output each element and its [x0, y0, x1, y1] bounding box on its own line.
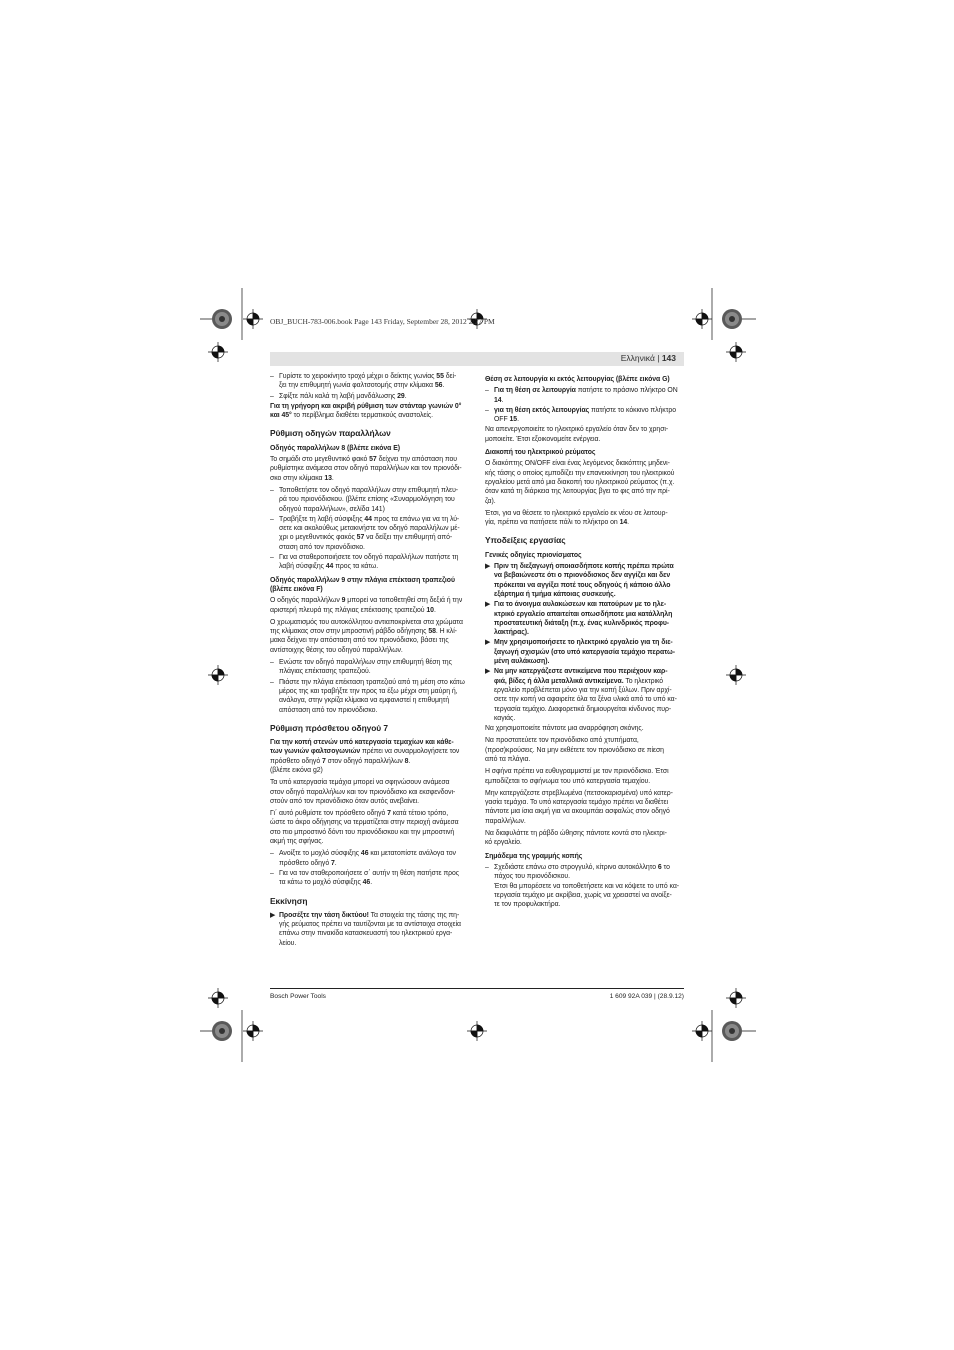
list-item-text: Για τη θέση σε λειτουργία πατήστε το πράσινο πλήκτρο ON 14.	[494, 387, 678, 404]
list-item	[485, 863, 682, 909]
dash-bullet: –	[485, 387, 489, 395]
list-item-text: Να μην κατεργάζεστε αντικείμενα που περιέχουν καρ- φιά, βίδες ή άλλα μεταλλικά αντικείμενα. Το ηλεκτρικό εργαλείο προβλέπεται μόνο για την κοπή ξύλων. Πριν αρχί- σετε την κοπή να αφαιρείτε όλα τα ξένα υλικά από το υπό κα- τεργασία τεμάχιο. Διαφορετικά δημιουργείται κίνδυνος πυρ- καγιάς.	[494, 668, 677, 722]
paragraph: Τα υπό κατεργασία τεμάχια μπορεί να σφηνώσουν ανάμεσα στον οδηγό παραλλήλων και τον πριονόδισκο και εκσφενδονι- στούν από τον πριονόδισκο όταν αυτός ανεβαίνει.	[270, 779, 456, 805]
list-item	[270, 515, 467, 552]
list-item-text: Τραβήξτε τη λαβή σύσφιξης 44 προς τα επάνω για να τη λύ- σετε και ακολούθως μετακινήστε τον οδηγό παραλλήλων μέ- χρι ο μεγεθυντικός φακός 57 να δείξει την επιθυμητή από- σταση από τον πριονόδισκο.	[279, 515, 460, 551]
paragraph: Να απενεργοποιείτε το ηλεκτρικό εργαλείο όταν δεν το χρησι- μοποιείτε. Έτσι εξοικονομείτε ενέργεια.	[485, 426, 669, 443]
list-item-text: Σχεδιάστε επάνω στο στρογγυλό, κίτρινο αυτοκόλλητο 6 το πάχος του πριονόδισκου. Έτσι θα μπορέσετε να τοποθετήσετε και να κόψετε το υπό κα- τεργασία τεμάχιο με ακρίβεια, χωρίς να χρειαστεί να ανοίξε- τε τον προφυλακτήρα.	[494, 863, 680, 909]
list-item-text: Πριν τη διεξαγωγή οποιασδήποτε κοπής πρέπει πρώτα να βεβαιώνεστε ότι ο πριονόδισκος δεν αγγίζει και δεν πρόκειται να αγγίξει ποτέ τους οδηγούς ή κάποιο άλλο εξάρτημα ή τμήμα κάποιας συσκευής.	[494, 563, 674, 598]
file-slug: OBJ_BUCH-783-006.book Page 143 Friday, September 28, 2012 2:27 PM	[270, 317, 495, 326]
header-separator: |	[654, 353, 662, 363]
dash-bullet: –	[270, 850, 274, 858]
paragraph: Για την κοπή στενών υπό κατεργασία τεμαχίων και κάθε- των γωνιών φαλτσογωνιών πρέπει να συναρμολογήσετε τον πρόσθετο οδηγό 7 στον οδηγό παραλλήλων 8. (βλέπε εικόνα g2)	[270, 739, 460, 774]
triangle-bullet-icon: ▶	[485, 601, 491, 609]
list-item	[270, 392, 467, 401]
subsection-heading: Οδηγός παραλλήλων 9 στην πλάγια επέκταση τραπεζιού (βλέπε εικόνα F)	[270, 576, 455, 593]
paragraph: Ο διακόπτης ON/OFF είναι ένας λεγόμενος διακόπτης μηδενι- κής τάσης ο οποίος εμποδίζει την επανεκκίνηση του ηλεκτρικού εργαλείου μετά από μια διακοπή του ηλεκτρικού ρεύματος (π.χ. όταν κατά τη διάρκεια της λειτουργίας βγει το φις από την πρί- ζα).	[485, 460, 675, 505]
footer-docnumber: 1 609 92A 039 | (28.9.12)	[609, 993, 684, 1000]
list-item-text: Ενώστε τον οδηγό παραλλήλων στην επιθυμητή θέση της πλάγιας επέκτασης τραπεζιού.	[279, 659, 452, 676]
header-text	[621, 353, 676, 363]
triangle-bullet-icon: ▶	[485, 639, 491, 647]
dash-bullet: –	[485, 863, 489, 871]
warning-item	[270, 911, 467, 948]
paragraph: Το σημάδι στο μεγεθυντικό φακό 57 δείχνει την απόσταση που ρυθμίστηκε ανάμεσα στον οδηγό παραλλήλων και τον πριονόδι- σκο στην κλίμακα 13.	[270, 456, 462, 482]
dash-bullet: –	[270, 486, 274, 494]
dash-bullet: –	[270, 392, 274, 400]
dash-bullet: –	[485, 406, 489, 414]
subsection-heading: Οδηγός παραλλήλων 8 (βλέπε εικόνα E)	[270, 444, 401, 452]
triangle-bullet-icon: ▶	[270, 911, 276, 919]
dash-bullet: –	[270, 554, 274, 562]
list-item	[485, 386, 682, 405]
paragraph: Μην κατεργάζεστε στρεβλωμένα (πετσοκαρισμένα) υπό κατερ- γασία τεμάχια. Το υπό κατεργασία τεμάχιο πρέπει να διαθέτει πάντοτε μια ίσια ακμή για να ακουμπάει ασφαλώς στον οδηγό παραλλήλων.	[485, 789, 673, 825]
paragraph: Να χρησιμοποιείτε πάντοτε μια αναρρόφηση σκόνης.	[485, 725, 644, 733]
list-item-text: Ανοίξτε το μοχλό σύσφιξης 46 και μετατοπίστε ανάλογα τον πρόσθετο οδηγό 7.	[279, 850, 456, 867]
warning-item	[485, 638, 682, 666]
paragraph: Η σφήνα πρέπει να ευθυγραμμιστεί με τον πριονόδισκο. Έτσι εμποδίζεται το σφήνωμα του υπό κατεργασία τεμαχίου.	[485, 768, 669, 785]
list-item	[270, 658, 467, 677]
warning-item	[485, 562, 682, 599]
paragraph: Για τη γρήγορη και ακριβή ρύθμιση των στάνταρ γωνιών 0° και 45° το περίβλημα διαθέτει τερματικούς αναστολείς.	[270, 402, 462, 420]
subsection-heading: Σημάδεμα της γραμμής κοπής	[485, 852, 583, 860]
list-item-text: για τη θέση εκτός λειτουργίας πατήστε το κόκκινο πλήκτρο OFF 15.	[494, 406, 677, 424]
list-item	[270, 869, 467, 888]
list-item	[485, 406, 682, 425]
section-heading: Ρύθμιση οδηγών παραλλήλων	[270, 428, 391, 439]
paragraph: Ο χρωματισμός του αυτοκόλλητου αντιαποκρίνεται στα χρώματα της κλίμακας στον στην μπροστινή ράβδο οδήγησης 58. Η κλί- μακα δείχνει την απόσταση από τον πριονόδισκο, βάσει της αντίστοιχης θέσης του οδηγού παραλλήλων.	[270, 618, 463, 654]
list-item-text: Μην χρησιμοποιήσετε το ηλεκτρικό εργαλείο για τη διε- ξαγωγή σχισμών (στο υπό κατεργασία τεμάχιο περατω- μένη αυλάκωση).	[494, 639, 675, 666]
header-language: Ελληνικά	[620, 353, 655, 363]
right-column	[485, 371, 682, 910]
warning-item	[485, 667, 682, 723]
paragraph: Να διαφυλάττε τη ράβδο ώθησης πάντοτε κοντά στο ηλεκτρι- κό εργαλείο.	[485, 830, 667, 847]
paragraph: Γι΄ αυτό ρυθμίστε τον πρόσθετο οδηγό 7 κατά τέτοιο τρόπο, ώστε το άκρο οδήγησης να τερματίζεται στην περιοχή ανάμεσα στο πιο μπροστινό δόντι του πριονόδισκου και την μπροστινή ακμή της σφήνας.	[270, 810, 459, 846]
list-item-text: Για το άνοιγμα αυλακώσεων και πατούρων με το ηλε- κτρικό εργαλείο απαιτείται οπωσδήποτε μια κατάλληλη προστατευτική διάταξη (π.χ. ένας κυλινδρικός προφυ- λακτήρας).	[494, 601, 673, 637]
paragraph: Ο οδηγός παραλλήλων 9 μπορεί να τοποθετηθεί στη δεξιά ή την αριστερή πλευρά της πλάγιας επέκτασης τραπεζιού 10.	[270, 597, 463, 614]
section-heading: Υποδείξεις εργασίας	[485, 535, 566, 546]
list-item	[270, 372, 467, 391]
footer-brand: Bosch Power Tools	[270, 993, 326, 1000]
list-item-text: Για να τον σταθεροποιήσετε σ΄ αυτήν τη θέση πατήστε προς τα κάτω το μοχλό σύσφιξης 46.	[279, 869, 460, 887]
dash-bullet: –	[270, 659, 274, 667]
page-header	[270, 352, 684, 366]
triangle-bullet-icon: ▶	[485, 563, 491, 571]
page-number: 143	[661, 353, 676, 363]
dash-bullet: –	[270, 678, 274, 686]
list-item-text: Προσέξτε την τάση δικτύου! Τα στοιχεία της τάσης της πη- γής ρεύματος πρέπει να ταυτίζονται με τα αντίστοιχα στοιχεία επάνω στην πινακίδα κατασκευαστή του ηλεκτρικού εργα- λείου.	[279, 911, 461, 947]
list-item	[270, 849, 467, 868]
list-item-text: Σφίξτε πάλι καλά τη λαβή μανδάλωσης 29.	[279, 392, 407, 400]
list-item	[270, 486, 467, 514]
subsection-heading: Διακοπή του ηλεκτρικού ρεύματος	[485, 449, 596, 457]
list-item-text: Τοποθετήστε τον οδηγό παραλλήλων στην επιθυμητή πλευ- ρά του πριονόδισκου. (βλέπε επίσης «Συναρμολόγηση του οδηγού παραλλήλων», σελίδα 141)	[279, 486, 459, 513]
paragraph: Έτσι, για να θέσετε το ηλεκτρικό εργαλείο εκ νέου σε λειτουρ- γία, πρέπει να πατήσετε πάλι το πλήκτρο on 14.	[485, 509, 668, 527]
list-item-text: Πιάστε την πλάγια επέκταση τραπεζιού από τη μέση στο κάτω μέρος της και τραβήξτε την προς τα έξω μέχρι στη μαύρη ή, ανάλογα, στην γκρίζα κλίμακα να εμφανιστεί η επιθυμητή απόσταση από τον πριονόδισκο.	[279, 678, 465, 714]
dash-bullet: –	[270, 373, 274, 380]
paragraph: Να προστατεύετε τον πριονόδισκο από χτυπήματα, (προσ)κρούσεις. Να μην εκθέτετε τον πριονόδισκο σε πίεση από τα πλάγια.	[485, 737, 664, 763]
list-item-text: Γυρίστε το χειροκίνητο τροχό μέχρι ο δείκτης γωνίας 55 δεί- ξει την επιθυμητή γωνία φαλτσοτομής στην κλίμακα 56.	[279, 373, 457, 390]
triangle-bullet-icon: ▶	[485, 668, 491, 676]
list-item	[270, 678, 467, 715]
dash-bullet: –	[270, 515, 274, 523]
list-item-text: Για να σταθεροποιήσετε τον οδηγό παραλλήλων πατήστε τη λαβή σύσφιξης 44 προς τα κάτω.	[279, 554, 459, 571]
subsection-heading: Θέση σε λειτουργία κι εκτός λειτουργίας (βλέπε εικόνα G)	[485, 376, 670, 383]
left-column	[270, 372, 467, 949]
list-item	[270, 553, 467, 572]
subsection-heading: Γενικές οδηγίες πριονίσματος	[485, 551, 582, 559]
dash-bullet: –	[270, 869, 274, 877]
section-heading: Ρύθμιση πρόσθετου οδηγού 7	[270, 722, 389, 733]
warning-item	[485, 600, 682, 637]
section-heading: Εκκίνηση	[270, 895, 308, 906]
footer-rule	[270, 988, 684, 989]
